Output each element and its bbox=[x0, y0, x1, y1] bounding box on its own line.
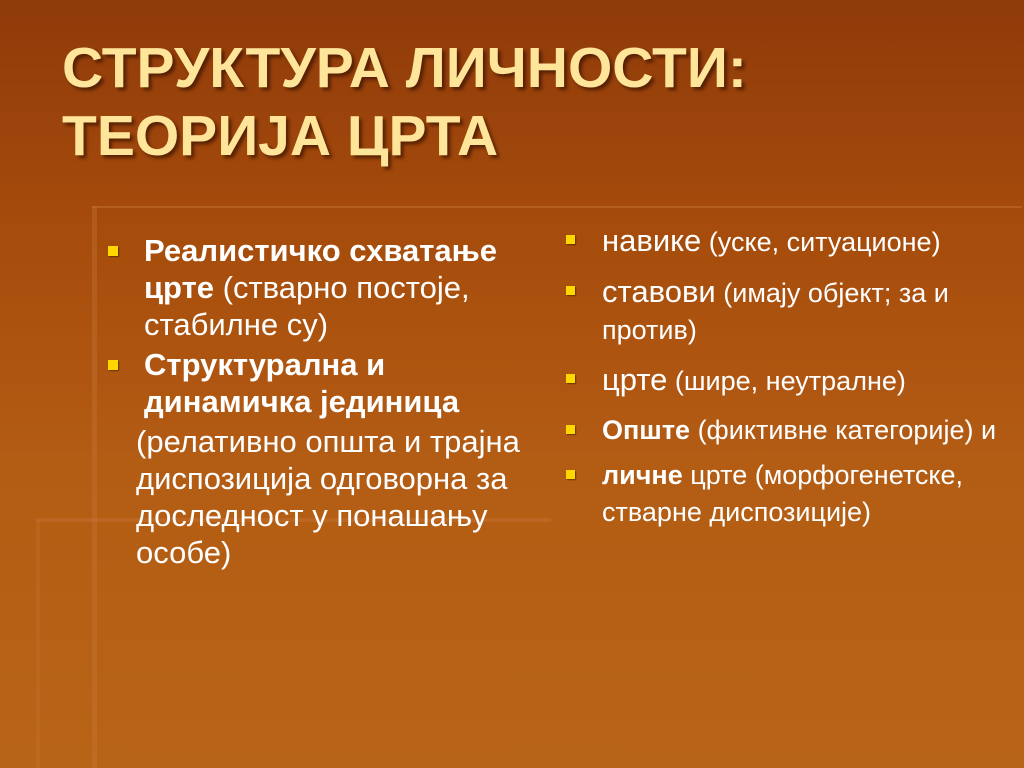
list-item bbox=[560, 273, 1010, 349]
item-text: (шире, неутралне) bbox=[667, 366, 906, 396]
continuation-text: (релативно општа и трајна диспозиција одговорна за доследност у понашању особе) bbox=[136, 424, 520, 570]
item-text: (имају објект; за и против) bbox=[602, 278, 949, 345]
right-column bbox=[560, 222, 1010, 543]
item-bold-text: Реалистичко схватање црте bbox=[144, 233, 497, 305]
bullet-square-icon bbox=[566, 286, 575, 295]
item-text: црте (морфогенетске, стварне диспозиције) bbox=[602, 460, 964, 527]
list-item bbox=[560, 361, 1010, 400]
list-item bbox=[560, 412, 1010, 449]
item-lead-text: Опште bbox=[602, 415, 691, 445]
item-lead-text: личне bbox=[602, 460, 683, 490]
bullet-square-icon bbox=[108, 246, 118, 256]
item-lead-text: ставови bbox=[602, 274, 716, 309]
bullet-square-icon bbox=[566, 235, 575, 244]
list-item bbox=[102, 232, 532, 343]
item-lead-text: црте bbox=[602, 362, 668, 397]
list-item bbox=[560, 222, 1010, 261]
decorative-line bbox=[92, 206, 1022, 208]
bullet-square-icon bbox=[566, 374, 575, 383]
list-item bbox=[560, 457, 1010, 531]
bullet-square-icon bbox=[108, 360, 118, 370]
item-text: (стварно постоје, стабилне су) bbox=[144, 270, 470, 342]
bullet-square-icon bbox=[566, 425, 575, 434]
item-bold-text: Структурална и динамичка јединица bbox=[144, 347, 460, 419]
title-line-2: ТЕОРИЈА ЦРТА bbox=[62, 104, 499, 168]
item-lead-text: навике bbox=[602, 223, 702, 258]
bullet-square-icon bbox=[566, 470, 575, 479]
list-item bbox=[102, 346, 532, 420]
left-column bbox=[102, 232, 532, 571]
item-text: (фиктивне категорије) и bbox=[690, 415, 997, 445]
item-text: (уске, ситуационе) bbox=[701, 227, 941, 257]
decorative-line bbox=[92, 206, 97, 768]
decorative-line bbox=[36, 520, 40, 768]
slide-title bbox=[62, 34, 747, 170]
title-line-1: СТРУКТУРА ЛИЧНОСТИ: bbox=[62, 36, 747, 100]
